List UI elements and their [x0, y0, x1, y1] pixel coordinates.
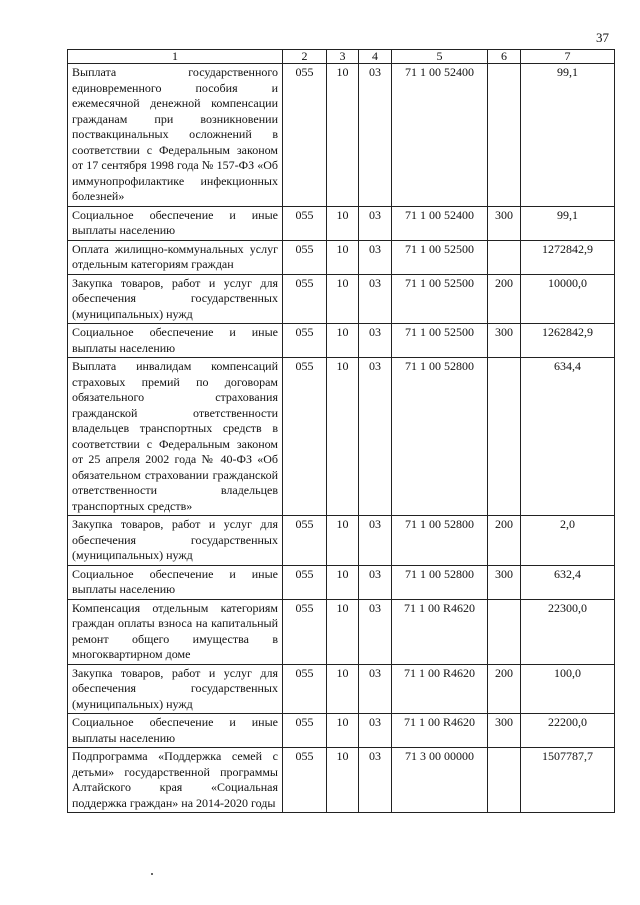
subsection-cell: 03 — [359, 64, 392, 207]
section-cell: 10 — [327, 64, 359, 207]
subsection-cell: 03 — [359, 274, 392, 324]
amount-cell: 1507787,7 — [521, 748, 615, 813]
subsection-cell: 03 — [359, 240, 392, 274]
item-name-cell: Оплата жилищно-коммунальных услуг отдельным категориям граждан — [68, 240, 283, 274]
subsection-cell: 03 — [359, 664, 392, 714]
subsection-cell: 03 — [359, 516, 392, 566]
target-item-cell: 71 1 00 R4620 — [392, 664, 488, 714]
column-header: 1 — [68, 50, 283, 64]
target-item-cell: 71 3 00 00000 — [392, 748, 488, 813]
expense-type-cell — [488, 64, 521, 207]
expense-type-cell: 300 — [488, 324, 521, 358]
target-item-cell: 71 1 00 52800 — [392, 358, 488, 516]
expense-type-cell: 300 — [488, 714, 521, 748]
amount-cell: 22200,0 — [521, 714, 615, 748]
amount-cell: 99,1 — [521, 206, 615, 240]
ministry-code-cell: 055 — [283, 64, 327, 207]
table-row — [68, 240, 615, 274]
column-header: 5 — [392, 50, 488, 64]
scan-speck — [151, 873, 153, 875]
item-name-cell: Компенсация отдельным категориям граждан оплаты взноса на капитальный ремонт общего имущества в многоквартирном доме — [68, 599, 283, 664]
item-name-cell: Социальное обеспечение и иные выплаты населению — [68, 324, 283, 358]
table-row — [68, 358, 615, 516]
ministry-code-cell: 055 — [283, 516, 327, 566]
ministry-code-cell: 055 — [283, 599, 327, 664]
subsection-cell: 03 — [359, 206, 392, 240]
expense-type-cell: 200 — [488, 516, 521, 566]
amount-cell: 99,1 — [521, 64, 615, 207]
table-row — [68, 714, 615, 748]
subsection-cell: 03 — [359, 324, 392, 358]
expense-type-cell — [488, 358, 521, 516]
subsection-cell: 03 — [359, 358, 392, 516]
item-name-cell: Закупка товаров, работ и услуг для обеспечения государственных (муниципальных) нужд — [68, 274, 283, 324]
page-number: 37 — [596, 30, 609, 45]
amount-cell: 10000,0 — [521, 274, 615, 324]
item-name-cell: Выплата инвалидам компенсаций страховых премий по договорам обязательного страхования гражданской ответственности владельцев транспортных средств в соответствии с Федеральным законом от 25 апреля 2002 года № 40-ФЗ «Об обязательном страховании гражданской ответственности владельцев транспортных средств» — [68, 358, 283, 516]
item-name-cell: Закупка товаров, работ и услуг для обеспечения государственных (муниципальных) нужд — [68, 516, 283, 566]
table-row — [68, 274, 615, 324]
amount-cell: 634,4 — [521, 358, 615, 516]
column-header: 6 — [488, 50, 521, 64]
column-header: 3 — [327, 50, 359, 64]
section-cell: 10 — [327, 324, 359, 358]
expense-type-cell: 300 — [488, 565, 521, 599]
expense-type-cell: 200 — [488, 664, 521, 714]
section-cell: 10 — [327, 565, 359, 599]
subsection-cell: 03 — [359, 714, 392, 748]
section-cell: 10 — [327, 516, 359, 566]
column-header: 2 — [283, 50, 327, 64]
amount-cell: 22300,0 — [521, 599, 615, 664]
subsection-cell: 03 — [359, 748, 392, 813]
target-item-cell: 71 1 00 52500 — [392, 240, 488, 274]
amount-cell: 1262842,9 — [521, 324, 615, 358]
expense-type-cell — [488, 748, 521, 813]
table-row — [68, 64, 615, 207]
ministry-code-cell: 055 — [283, 358, 327, 516]
section-cell: 10 — [327, 206, 359, 240]
section-cell: 10 — [327, 240, 359, 274]
ministry-code-cell: 055 — [283, 240, 327, 274]
section-cell: 10 — [327, 714, 359, 748]
item-name-cell: Выплата государственного единовременного пособия и ежемесячной денежной компенсации гражданам при возникновении поствакцинальных осложнений в соответствии с Федеральным законом от 17 сентября 1998 года № 157-ФЗ «Об иммунопрофилактике инфекционных болезней» — [68, 64, 283, 207]
ministry-code-cell: 055 — [283, 565, 327, 599]
table-row — [68, 565, 615, 599]
section-cell: 10 — [327, 358, 359, 516]
table-row — [68, 664, 615, 714]
expense-type-cell: 300 — [488, 206, 521, 240]
target-item-cell: 71 1 00 52800 — [392, 516, 488, 566]
expense-type-cell: 200 — [488, 274, 521, 324]
expense-type-cell — [488, 240, 521, 274]
section-cell: 10 — [327, 748, 359, 813]
table-row — [68, 599, 615, 664]
item-name-cell: Закупка товаров, работ и услуг для обеспечения государственных (муниципальных) нужд — [68, 664, 283, 714]
target-item-cell: 71 1 00 R4620 — [392, 599, 488, 664]
item-name-cell: Социальное обеспечение и иные выплаты населению — [68, 206, 283, 240]
target-item-cell: 71 1 00 R4620 — [392, 714, 488, 748]
table-row — [68, 748, 615, 813]
expense-type-cell — [488, 599, 521, 664]
subsection-cell: 03 — [359, 599, 392, 664]
target-item-cell: 71 1 00 52800 — [392, 565, 488, 599]
ministry-code-cell: 055 — [283, 714, 327, 748]
section-cell: 10 — [327, 274, 359, 324]
column-header: 4 — [359, 50, 392, 64]
column-header: 7 — [521, 50, 615, 64]
amount-cell: 1272842,9 — [521, 240, 615, 274]
table-row — [68, 516, 615, 566]
item-name-cell: Социальное обеспечение и иные выплаты населению — [68, 714, 283, 748]
target-item-cell: 71 1 00 52400 — [392, 206, 488, 240]
target-item-cell: 71 1 00 52400 — [392, 64, 488, 207]
amount-cell: 632,4 — [521, 565, 615, 599]
budget-table — [67, 49, 615, 813]
table-header-row — [68, 50, 615, 64]
ministry-code-cell: 055 — [283, 748, 327, 813]
ministry-code-cell: 055 — [283, 664, 327, 714]
section-cell: 10 — [327, 599, 359, 664]
amount-cell: 100,0 — [521, 664, 615, 714]
item-name-cell: Социальное обеспечение и иные выплаты населению — [68, 565, 283, 599]
table-row — [68, 206, 615, 240]
ministry-code-cell: 055 — [283, 324, 327, 358]
section-cell: 10 — [327, 664, 359, 714]
item-name-cell: Подпрограмма «Поддержка семей с детьми» государственной программы Алтайского края «Социальная поддержка граждан» на 2014-2020 годы — [68, 748, 283, 813]
table-row — [68, 324, 615, 358]
amount-cell: 2,0 — [521, 516, 615, 566]
target-item-cell: 71 1 00 52500 — [392, 274, 488, 324]
subsection-cell: 03 — [359, 565, 392, 599]
ministry-code-cell: 055 — [283, 274, 327, 324]
target-item-cell: 71 1 00 52500 — [392, 324, 488, 358]
ministry-code-cell: 055 — [283, 206, 327, 240]
